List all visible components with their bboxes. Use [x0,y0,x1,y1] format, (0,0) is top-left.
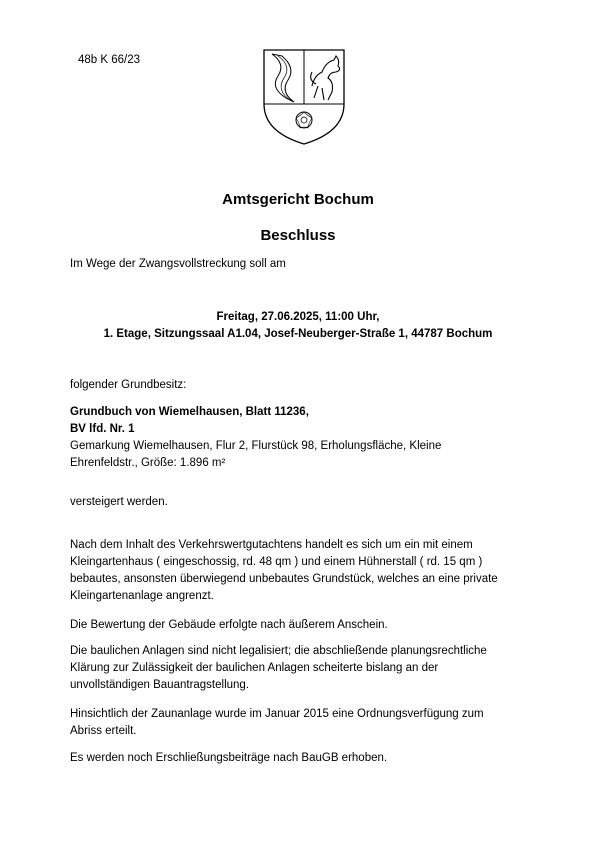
document-title: Beschluss [260,227,336,244]
parcel-description: Gemarkung Wiemelhausen, Flur 2, Flurstück 98, Erholungsfläche, Kleine [70,440,442,452]
nrw-coat-of-arms-icon [256,46,352,146]
paragraph-fence: Hinsichtlich der Zaunanlage wurde im Januar 2015 eine Ordnungsverfügung zum [70,708,484,720]
paragraph-legalization-3: unvollständigen Bauantragstellung. [70,679,250,691]
land-register: Grundbuch von Wiemelhausen, Blatt 11236, [70,406,309,418]
case-number: 48b K 66/23 [78,54,141,66]
bv-number: BV lfd. Nr. 1 [70,423,135,435]
intro-text: Im Wege der Zwangsvollstreckung soll am [70,258,286,270]
parcel-description-cont: Ehrenfeldstr., Größe: 1.896 m² [70,457,226,469]
paragraph-appraisal: Nach dem Inhalt des Verkehrswertgutachtens handelt es sich um ein mit einem [70,539,473,551]
auction-phrase: versteigert werden. [70,496,168,508]
paragraph-appraisal-4: Kleingartenanlage angrenzt. [70,590,214,602]
paragraph-development-fees: Es werden noch Erschließungsbeiträge nach BauGB erhoben. [70,752,388,764]
paragraph-legalization-2: Klärung zur Zulässigkeit der baulichen Anlagen scheiterte bislang an der [70,662,439,674]
paragraph-legalization: Die baulichen Anlagen sind nicht legalisiert; die abschließende planungsrechtliche [70,645,487,657]
auction-location: 1. Etage, Sitzungssaal A1.04, Josef-Neuberger-Straße 1, 44787 Bochum [103,328,493,340]
auction-date: Freitag, 27.06.2025, 11:00 Uhr, [216,311,380,323]
paragraph-appraisal-2: Kleingartenhaus ( eingeschossig, rd. 48 qm ) und einem Hühnerstall ( rd. 15 qm ) [70,556,483,568]
paragraph-fence-2: Abriss erteilt. [70,725,137,737]
paragraph-appraisal-3: bebautes, ansonsten überwiegend unbebautes Grundstück, welches an eine private [70,573,498,585]
court-name: Amtsgericht Bochum [222,191,374,208]
paragraph-valuation: Die Bewertung der Gebäude erfolgte nach äußerem Anschein. [70,619,388,631]
property-intro: folgender Grundbesitz: [70,379,187,391]
